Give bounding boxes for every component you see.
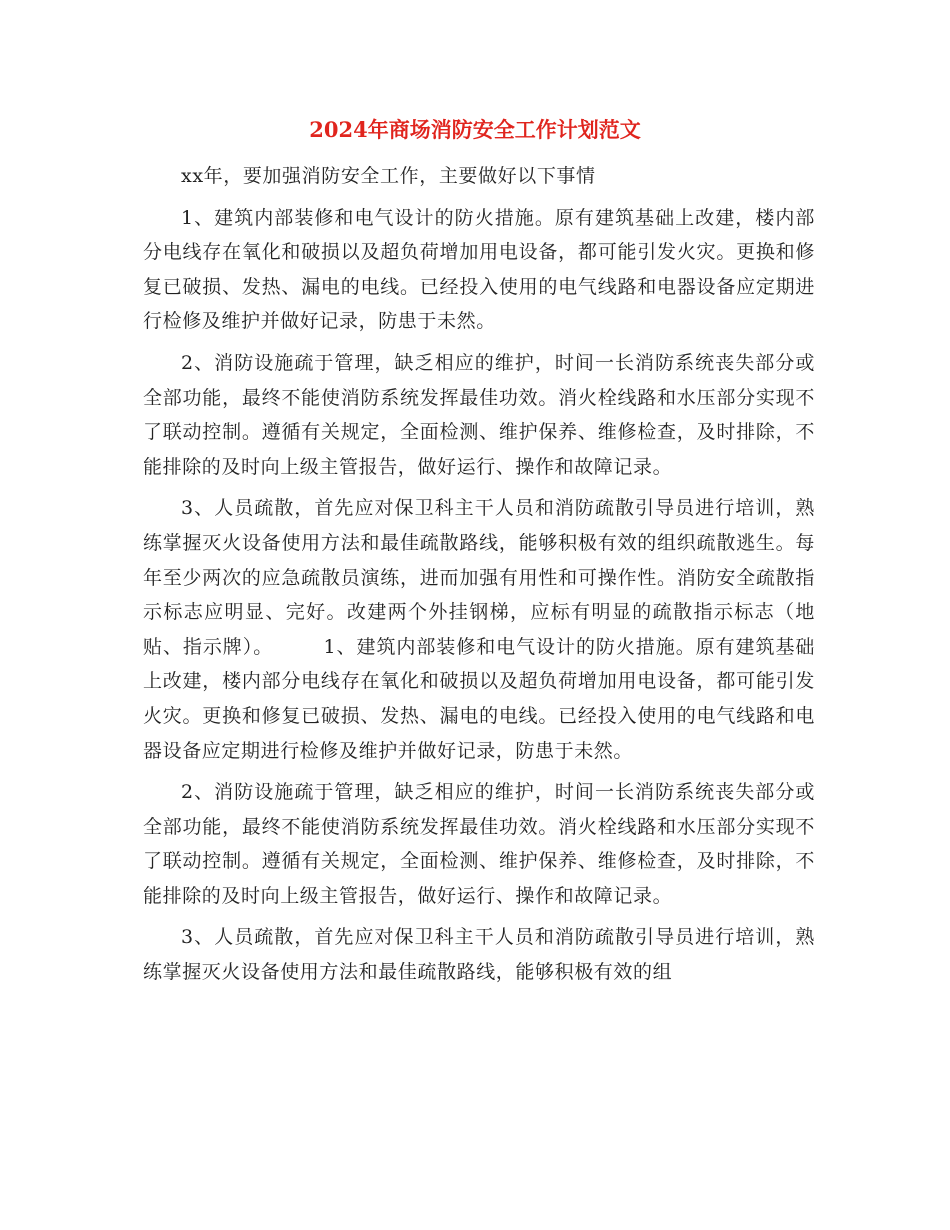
document-body [143,159,815,997]
paragraph-item-3: 3、人员疏散，首先应对保卫科主干人员和消防疏散引导员进行培训，熟练掌握灭火设备使用方法和最佳疏散路线，能够积极有效的组织疏散逃生。每年至少两次的应急疏散员演练，进而加强有用性和可操作性。消防安全疏散指示标志应明显、完好。改建两个外挂钢梯，应标有明显的疏散指示标志（地贴、指示牌）。 1、建筑内部装修和电气设计的防火措施。原有建筑基础上改建，楼内部分电线存在氧化和破损以及超负荷增加用电设备，都可能引发火灾。更换和修复已破损、发热、漏电的电线。已经投入使用的电气线路和电器设备应定期进行检修及维护并做好记录，防患于未然。 [143,497,815,762]
paragraph-item-3-repeat: 3、人员疏散，首先应对保卫科主干人员和消防疏散引导员进行培训，熟练掌握灭火设备使用方法和最佳疏散路线，能够积极有效的组 [143,926,815,984]
paragraph-intro: xx年，要加强消防安全工作，主要做好以下事情 [181,165,596,187]
document-title: 2024年商场消防安全工作计划范文 [309,117,641,142]
paragraph-item-2: 2、消防设施疏于管理，缺乏相应的维护，时间一长消防系统丧失部分或全部功能，最终不能使消防系统发挥最佳功效。消火栓线路和水压部分实现不了联动控制。遵循有关规定，全面检测、维护保养、维修检查，及时排除，不能排除的及时向上级主管报告，做好运行、操作和故障记录。 [143,351,815,478]
paragraph-item-2-repeat: 2、消防设施疏于管理，缺乏相应的维护，时间一长消防系统丧失部分或全部功能，最终不能使消防系统发挥最佳功效。消火栓线路和水压部分实现不了联动控制。遵循有关规定，全面检测、维护保养、维修检查，及时排除，不能排除的及时向上级主管报告，做好运行、操作和故障记录。 [143,781,815,907]
paragraph-item-1: 1、建筑内部装修和电气设计的防火措施。原有建筑基础上改建，楼内部分电线存在氧化和破损以及超负荷增加用电设备，都可能引发火灾。更换和修复已破损、发热、漏电的电线。已经投入使用的电气线路和电器设备应定期进行检修及维护并做好记录，防患于未然。 [143,206,815,333]
